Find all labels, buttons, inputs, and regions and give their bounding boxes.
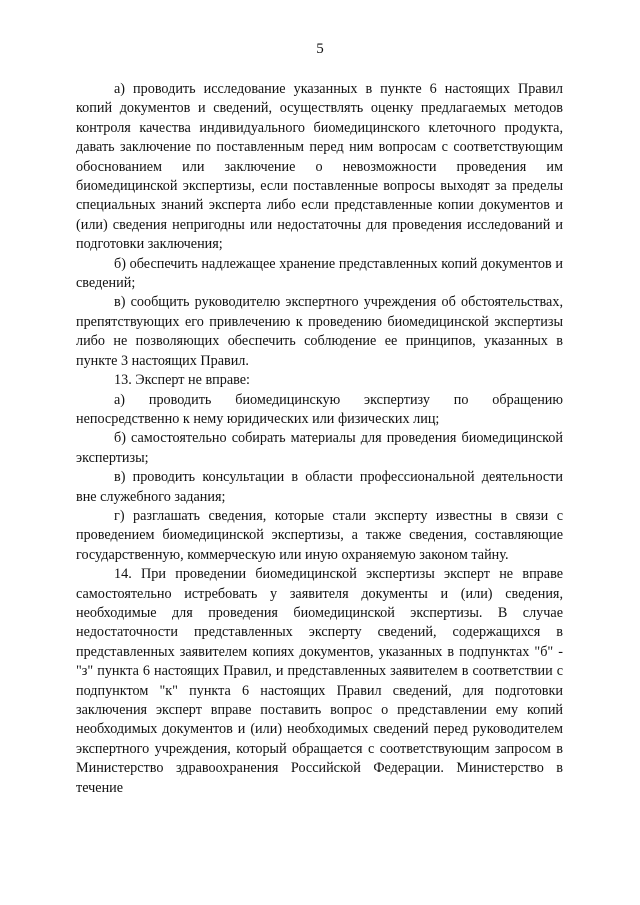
paragraph-13a: а) проводить биомедицинскую экспертизу по обращению непосредственно к нему юридических или физических лиц; xyxy=(76,391,563,427)
paragraph-13-heading: 13. Эксперт не вправе: xyxy=(114,372,250,389)
paragraph-14: 14. При проведении биомедицинской экспертизы эксперт не вправе самостоятельно истребовать у заявителя документы и (или) сведения, необходимые для проведения биомедицинской экспертизы. В случае недостаточности представленных эксперту сведений, содержащихся в представленных заявителем копиях документов, указанных в подпунктах "б" - "з" пункта 6 настоящих Правил, и представленных заявителем в соответствии с подпунктом "к" пункта 6 настоящих Правил сведений, для подготовки заключения эксперт вправе поставить вопрос о представлении ему копий необходимых документов и (или) необходимых сведений перед руководителем экспертного учреждения, который обращается с соответствующим запросом в Министерство здравоохранения Российской Федерации. Министерство в течение xyxy=(76,566,563,796)
paragraph-13v: в) проводить консультации в области профессиональной деятельности вне служебного задания; xyxy=(76,469,563,505)
paragraph-12a: а) проводить исследование указанных в пункте 6 настоящих Правил копий документов и сведений, осуществлять оценку предлагаемых методов контроля качества индивидуального биомедицинского клеточного продукта, давать заключение по поставленным перед ним вопросам с соответствующим обоснованием или заключение о невозможности проведения им биомедицинской экспертизы, если поставленные вопросы выходят за пределы специальных знаний эксперта либо если представленные копии документов и (или) сведения непригодны или недостаточны для проведения исследований и подготовки заключения; xyxy=(76,81,563,253)
document-body xyxy=(76,80,563,798)
paragraph-12b: б) обеспечить надлежащее хранение представленных копий документов и сведений; xyxy=(76,255,563,292)
paragraph-12v: в) сообщить руководителю экспертного учреждения об обстоятельствах, препятствующих его привлечению к проведению биомедицинской экспертизы либо не позволяющих обеспечить соблюдение ее принципов, указанных в пункте 3 настоящих Правил. xyxy=(76,294,563,369)
paragraph-13g: г) разглашать сведения, которые стали эксперту известны в связи с проведением биомедицинской экспертизы, а также сведения, составляющие государственную, коммерческую или иную охраняемую законом тайну. xyxy=(76,507,563,563)
page-number: 5 xyxy=(316,41,324,57)
paragraph-13b: б) самостоятельно собирать материалы для проведения биомедицинской экспертизы; xyxy=(76,430,563,466)
